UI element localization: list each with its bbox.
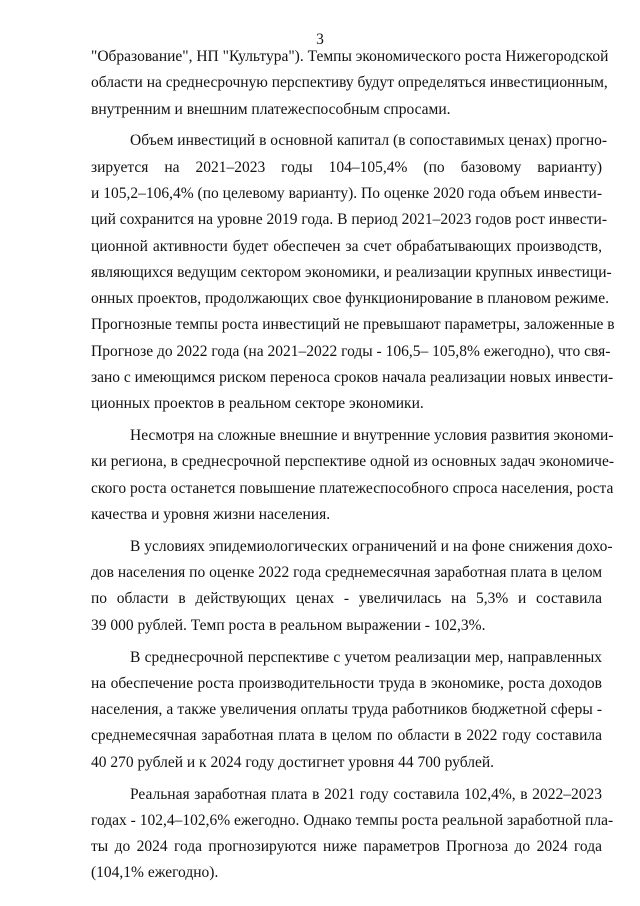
text-line: зано с имеющимся риском переноса сроков начала реализации новых инвести- bbox=[91, 369, 614, 387]
paragraph bbox=[91, 534, 613, 639]
text-line: ки региона, в среднесрочной перспективе одной из основных задач экономиче- bbox=[91, 453, 615, 471]
page-number: 3 bbox=[316, 31, 324, 48]
text-line: Реальная заработная плата в 2021 году составила 102,4%, в 2022–2023 bbox=[130, 785, 602, 803]
text-line: В условиях эпидемиологических ограничений и на фоне снижения дохо- bbox=[130, 537, 613, 555]
document-body bbox=[91, 44, 615, 887]
text-line: годах - 102,4–102,6% ежегодно. Однако темпы роста реальной заработной пла- bbox=[91, 811, 614, 829]
text-line: внутренним и внешним платежеспособным спросами. bbox=[91, 100, 451, 118]
text-line: ционной активности будет обеспечен за счет обрабатывающих производств, bbox=[91, 237, 602, 255]
text-line: зируется на 2021–2023 годы 104–105,4% (по базовому варианту) bbox=[91, 158, 602, 176]
text-line: по области в действующих ценах - увеличилась на 5,3% и составила bbox=[91, 590, 602, 608]
text-line: на обеспечение роста производительности труда в экономике, роста доходов bbox=[91, 674, 602, 692]
text-line: ционных проектов в реальном секторе экономики. bbox=[91, 395, 424, 413]
text-line: Прогнозные темпы роста инвестиций не превышают параметры, заложенные в bbox=[91, 316, 615, 334]
paragraph bbox=[91, 782, 614, 887]
text-line: области на среднесрочную перспективу будут определяться инвестиционным, bbox=[91, 74, 608, 92]
text-line: "Образование", НП "Культура"). Темпы экономического роста Нижегородской bbox=[91, 48, 609, 65]
text-line: среднемесячная заработная плата в целом по области в 2022 году составила bbox=[91, 727, 602, 745]
text-line: ций сохранится на уровне 2019 года. В период 2021–2023 годов рост инвести- bbox=[91, 211, 607, 229]
text-line: являющихся ведущим сектором экономики, и реализации крупных инвестици- bbox=[91, 263, 612, 281]
text-line: качества и уровня жизни населения. bbox=[91, 506, 331, 524]
paragraph bbox=[91, 128, 615, 417]
text-line: 40 270 рублей и к 2024 году достигнет уровня 44 700 рублей. bbox=[91, 753, 495, 771]
text-line: В среднесрочной перспективе с учетом реализации мер, направленных bbox=[130, 648, 602, 666]
text-line: населения, а также увеличения оплаты труда работников бюджетной сферы - bbox=[91, 701, 602, 719]
text-line: онных проектов, продолжающих свое функционирование в плановом режиме. bbox=[91, 290, 609, 308]
text-line: Прогнозе до 2022 года (на 2021–2022 годы - 106,5– 105,8% ежегодно), что свя- bbox=[91, 342, 611, 360]
text-line: (104,1% ежегодно). bbox=[91, 864, 219, 882]
text-line: Несмотря на сложные внешние и внутренние условия развития экономи- bbox=[130, 427, 614, 445]
text-line: Объем инвестиций в основной капитал (в сопоставимых ценах) прогно- bbox=[130, 132, 608, 150]
text-line: ского роста останется повышение платежеспособного спроса населения, роста bbox=[91, 479, 614, 497]
paragraph bbox=[91, 645, 602, 776]
paragraph bbox=[91, 423, 615, 528]
paragraph bbox=[91, 44, 609, 123]
text-line: 39 000 рублей. Темп роста в реальном выражении - 102,3%. bbox=[91, 616, 486, 634]
text-line: дов населения по оценке 2022 года среднемесячная заработная плата в целом bbox=[91, 564, 603, 582]
text-line: ты до 2024 года прогнозируются ниже параметров Прогноза до 2024 года bbox=[91, 838, 602, 856]
text-line: и 105,2–106,4% (по целевому варианту). По оценке 2020 года объем инвести- bbox=[91, 184, 602, 202]
